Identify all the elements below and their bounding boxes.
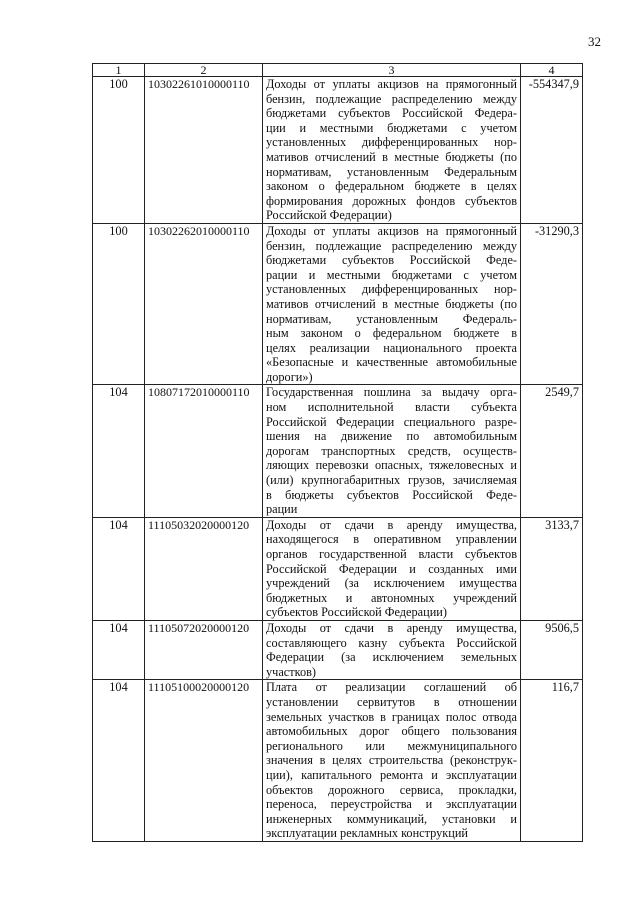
description-line: участков) — [266, 664, 317, 679]
revenue-code-cell: 11105072020000120 — [145, 620, 263, 679]
description-line: Доходы от сдачи в аренду имущества, — [266, 620, 517, 635]
description-line: мативов отчислений в местные бюджеты (по — [266, 296, 517, 311]
description-line: бюджетами субъектов Российской Феде- — [266, 253, 517, 268]
description-line: нормативам, установленным Федераль- — [266, 311, 517, 326]
amount-cell: -31290,3 — [521, 223, 583, 385]
page-number: 32 — [588, 34, 601, 49]
description-line: целях реализации национального проекта — [266, 340, 517, 355]
revenue-table — [92, 63, 583, 842]
description-line: нормативам, установленным Федеральным — [266, 164, 517, 179]
description-line: законом о федеральном бюджете в целях — [266, 179, 517, 194]
description-line: бензин, подлежащие распределению между — [266, 91, 517, 106]
description-line: бюджетных и автономных учреждений — [266, 590, 517, 605]
description-line: дороги») — [266, 369, 313, 384]
description-line: земельных участков в границах полос отвода — [266, 709, 517, 724]
table-header-row — [93, 64, 583, 77]
description-line: переноса, переустройства и эксплуатации — [266, 797, 517, 812]
description-line: учреждений (за исключением имущества — [266, 576, 517, 591]
description-line: составляющего казну субъекта Российской — [266, 635, 517, 650]
description-line: Российской Федерации и созданных ими — [266, 561, 517, 576]
description-line: находящегося в оперативном управлении — [266, 532, 517, 547]
description-line: Российской Федерации) — [266, 208, 392, 223]
description-line: установленных дифференцированных нор- — [266, 135, 517, 150]
revenue-code-cell: 11105032020000120 — [145, 517, 263, 620]
description-line: инженерных коммуникаций, установки и — [266, 811, 517, 826]
description-line: дорогам транспортных средств, осуществ- — [266, 443, 517, 458]
column-header-2: 2 — [145, 64, 263, 77]
description-line: субъектов Российской Федерации) — [266, 605, 447, 620]
description-line: Доходы от уплаты акцизов на прямогонный — [266, 77, 517, 91]
description-line: рации и местными бюджетами с учетом — [266, 267, 517, 282]
description-line: Доходы от уплаты акцизов на прямогонный — [266, 223, 517, 238]
admin-code-cell: 104 — [93, 680, 145, 842]
admin-code-cell: 100 — [93, 77, 145, 224]
description-line: объектов дорожного сервиса, прокладки, — [266, 782, 517, 797]
amount-cell: 2549,7 — [521, 385, 583, 517]
admin-code-cell: 100 — [93, 223, 145, 385]
table-row — [93, 385, 583, 517]
amount-cell: -554347,9 — [521, 77, 583, 224]
table-row — [93, 77, 583, 224]
revenue-description-cell — [263, 620, 521, 679]
description-line: Доходы от сдачи в аренду имущества, — [266, 517, 517, 532]
revenue-description-cell — [263, 680, 521, 842]
description-line: в бюджеты субъектов Российской Феде- — [266, 487, 517, 502]
description-line: шения на движение по автомобильным — [266, 429, 517, 444]
amount-cell: 3133,7 — [521, 517, 583, 620]
revenue-code-cell: 10302261010000110 — [145, 77, 263, 224]
description-line: Российской Федерации специального разре- — [266, 414, 517, 429]
description-line: установленных дифференцированных нор- — [266, 282, 517, 297]
amount-cell: 9506,5 — [521, 620, 583, 679]
description-line: Плата от реализации соглашений об — [266, 680, 517, 695]
description-line: бюджетами субъектов Российской Федера- — [266, 106, 517, 121]
description-line: автомобильных дорог общего пользования — [266, 724, 517, 739]
description-line: (или) крупногабаритных грузов, зачисляемая — [266, 473, 517, 488]
description-line: «Безопасные и качественные автомобильные — [266, 355, 517, 370]
description-line: ляющих перевозки опасных, тяжеловесных и — [266, 458, 517, 473]
admin-code-cell: 104 — [93, 517, 145, 620]
revenue-code-cell: 10807172010000110 — [145, 385, 263, 517]
description-line: регионального или межмуниципального — [266, 738, 517, 753]
column-header-1: 1 — [93, 64, 145, 77]
admin-code-cell: 104 — [93, 385, 145, 517]
description-line: значения в целях строительства (реконструк- — [266, 753, 517, 768]
description-line: мативов отчислений в местные бюджеты (по — [266, 149, 517, 164]
admin-code-cell: 104 — [93, 620, 145, 679]
description-line: бензин, подлежащие распределению между — [266, 238, 517, 253]
revenue-code-cell: 11105100020000120 — [145, 680, 263, 842]
description-line: ном исполнительной власти субъекта — [266, 400, 517, 415]
revenue-description-cell — [263, 223, 521, 385]
description-line: Федерации (за исключением земельных — [266, 650, 517, 665]
description-line: Государственная пошлина за выдачу орга- — [266, 385, 517, 400]
table-row — [93, 680, 583, 842]
description-line: ции и местными бюджетами с учетом — [266, 120, 517, 135]
revenue-description-cell — [263, 385, 521, 517]
revenue-code-cell: 10302262010000110 — [145, 223, 263, 385]
description-line: ным законом о федеральном бюджете в — [266, 326, 517, 341]
column-header-3: 3 — [263, 64, 521, 77]
description-line: эксплуатации рекламных конструкций — [266, 826, 468, 841]
description-line: формирования дорожных фондов субъектов — [266, 193, 517, 208]
description-line: рации — [266, 502, 298, 517]
description-line: ции), капитального ремонта и эксплуатации — [266, 767, 517, 782]
description-line: установлении сервитутов в отношении — [266, 694, 517, 709]
table-row — [93, 620, 583, 679]
table-row — [93, 223, 583, 385]
table-row — [93, 517, 583, 620]
column-header-4: 4 — [521, 64, 583, 77]
description-line: органов государственной власти субъектов — [266, 547, 517, 561]
revenue-description-cell — [263, 77, 521, 224]
amount-cell: 116,7 — [521, 680, 583, 842]
revenue-description-cell — [263, 517, 521, 620]
